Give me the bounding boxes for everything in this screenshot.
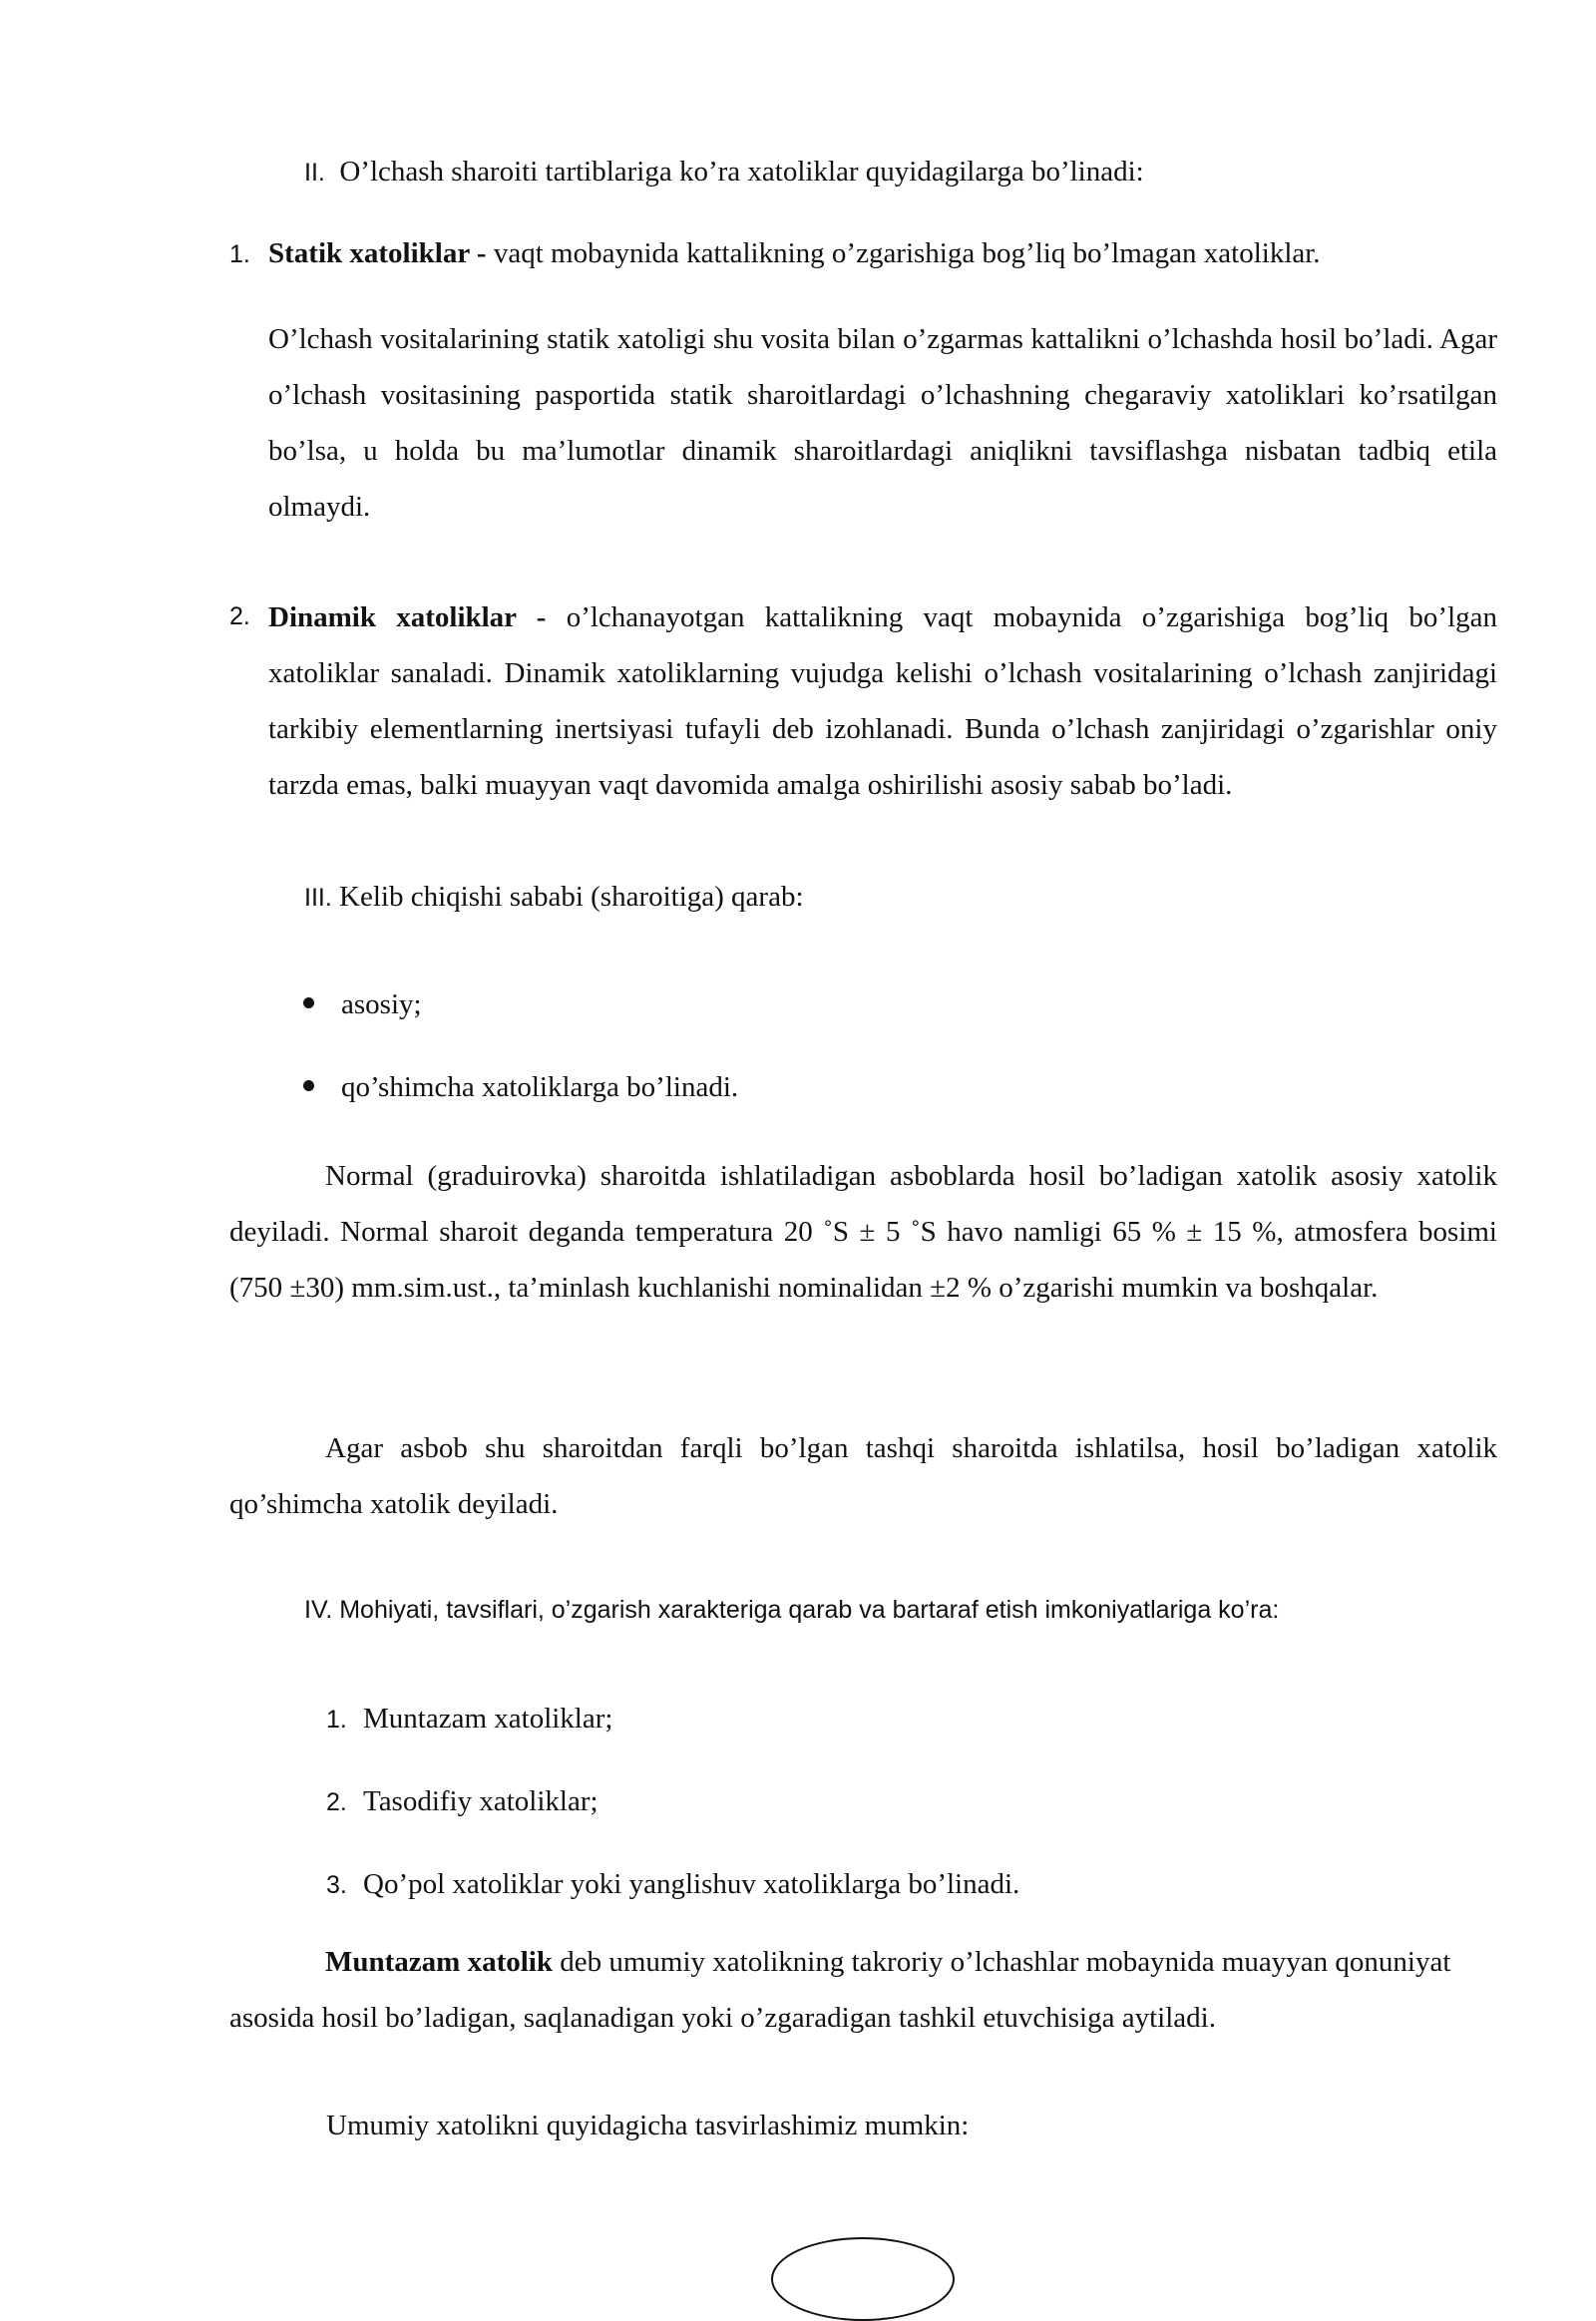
static-errors-definition: vaqt mobaynida kattalikning o’zgarishiga bog’liq bo’lmagan xatoliklar. bbox=[493, 237, 1321, 269]
list-number-2: 2. bbox=[229, 602, 250, 630]
section-iv-heading: IV. Mohiyati, tavsiflari, o’zgarish xarakteriga qarab va bartaraf etish imkoniyatlariga ko’ra: bbox=[304, 1596, 1280, 1624]
section-ii-numeral: II. bbox=[304, 159, 325, 187]
section-iii-heading bbox=[304, 883, 804, 912]
systematic-error-text: deb umumiy xatolikning takroriy o’lchashlar mobaynida muayyan qonuniyat asosida hosil bo’ladigan, saqlanadigan yoki o’zgaradigan tashkil etuvchisiga aytiladi. bbox=[229, 1946, 1451, 2034]
bullet-dot bbox=[303, 1080, 314, 1091]
bullet-dot bbox=[303, 997, 314, 1008]
list-item-random: Tasodifiy xatoliklar; bbox=[363, 1785, 598, 1817]
dynamic-errors-paragraph bbox=[268, 589, 1497, 813]
list-number: 2. bbox=[326, 1788, 347, 1816]
list-item-systematic: Muntazam xatoliklar; bbox=[363, 1703, 613, 1735]
dynamic-errors-definition: o’lchanayotgan kattalikning vaqt mobaynida o’zgarishiga bog’liq bo’lgan xatoliklar sanaladi. Dinamik xatoliklarning vujudga kelishi o’lchash vositalarining o’lchash zanjiridagi tarkibiy elementlarning inertsiyasi tufayli deb izohlanadi. Bunda o’lchash zanjiridagi o’zgarishlar oniy tarzda emas, balki muayyan vaqt davomida amalga oshirilishi asosiy sabab bo’ladi. bbox=[268, 601, 1497, 801]
final-line: Umumiy xatolikni quyidagicha tasvirlashimiz mumkin: bbox=[326, 2110, 970, 2141]
static-errors-item bbox=[268, 239, 1321, 268]
formula-ellipse bbox=[771, 2237, 955, 2321]
bullet-item-main: asosiy; bbox=[341, 988, 422, 1020]
list-item-gross: Qo’pol xatoliklar yoki yanglishuv xatoliklarga bo’linadi. bbox=[363, 1868, 1020, 1900]
section-iii-numeral: III. bbox=[304, 884, 332, 912]
list-number-1: 1. bbox=[229, 240, 250, 268]
systematic-error-definition bbox=[229, 1934, 1497, 2046]
list-number: 3. bbox=[326, 1871, 347, 1899]
dynamic-errors-term: Dinamik xatoliklar - bbox=[268, 601, 567, 633]
basic-error-paragraph: Normal (graduirovka) sharoitda ishlatiladigan asboblarda hosil bo’ladigan xatolik asosiy xatolik deyiladi. Normal sharoit deganda temperatura 20 ˚S ± 5 ˚S havo namligi 65 % ± 15 %, atmosfera bosimi (750 ±30) mm.sim.ust., ta’minlash kuchlanishi nominalidan ±2 % o’zgarishi mumkin va boshqalar. bbox=[229, 1160, 1497, 1304]
section-ii-heading-text: O’lchash sharoiti tartiblariga ko’ra xatoliklar quyidagilarga bo’linadi: bbox=[339, 156, 1144, 188]
additional-error-paragraph: Agar asbob shu sharoitdan farqli bo’lgan tashqi sharoitda ishlatilsa, hosil bo’ladigan xatolik qo’shimcha xatolik deyiladi. bbox=[229, 1432, 1497, 1520]
bullet-item-additional: qo’shimcha xatoliklarga bo’linadi. bbox=[341, 1071, 739, 1103]
section-iii-heading-text: Kelib chiqishi sababi (sharoitiga) qarab: bbox=[331, 881, 804, 913]
static-errors-paragraph: O’lchash vositalarining statik xatoligi shu vosita bilan o’zgarmas kattalikni o’lchashda hosil bo’ladi. Agar o’lchash vositasining pasportida statik sharoitlardagi o’lchashning chegaraviy xatoliklari ko’rsatilgan bo’lsa, u holda bu ma’lumotlar dinamik sharoitlardagi aniqlikni tavsiflashga nisbatan tadbiq etila olmaydi. bbox=[268, 323, 1497, 523]
systematic-error-term: Muntazam xatolik bbox=[325, 1946, 553, 1978]
static-errors-term: Statik xatoliklar - bbox=[268, 237, 494, 269]
section-ii-heading bbox=[304, 158, 1144, 187]
list-number: 1. bbox=[326, 1706, 347, 1734]
